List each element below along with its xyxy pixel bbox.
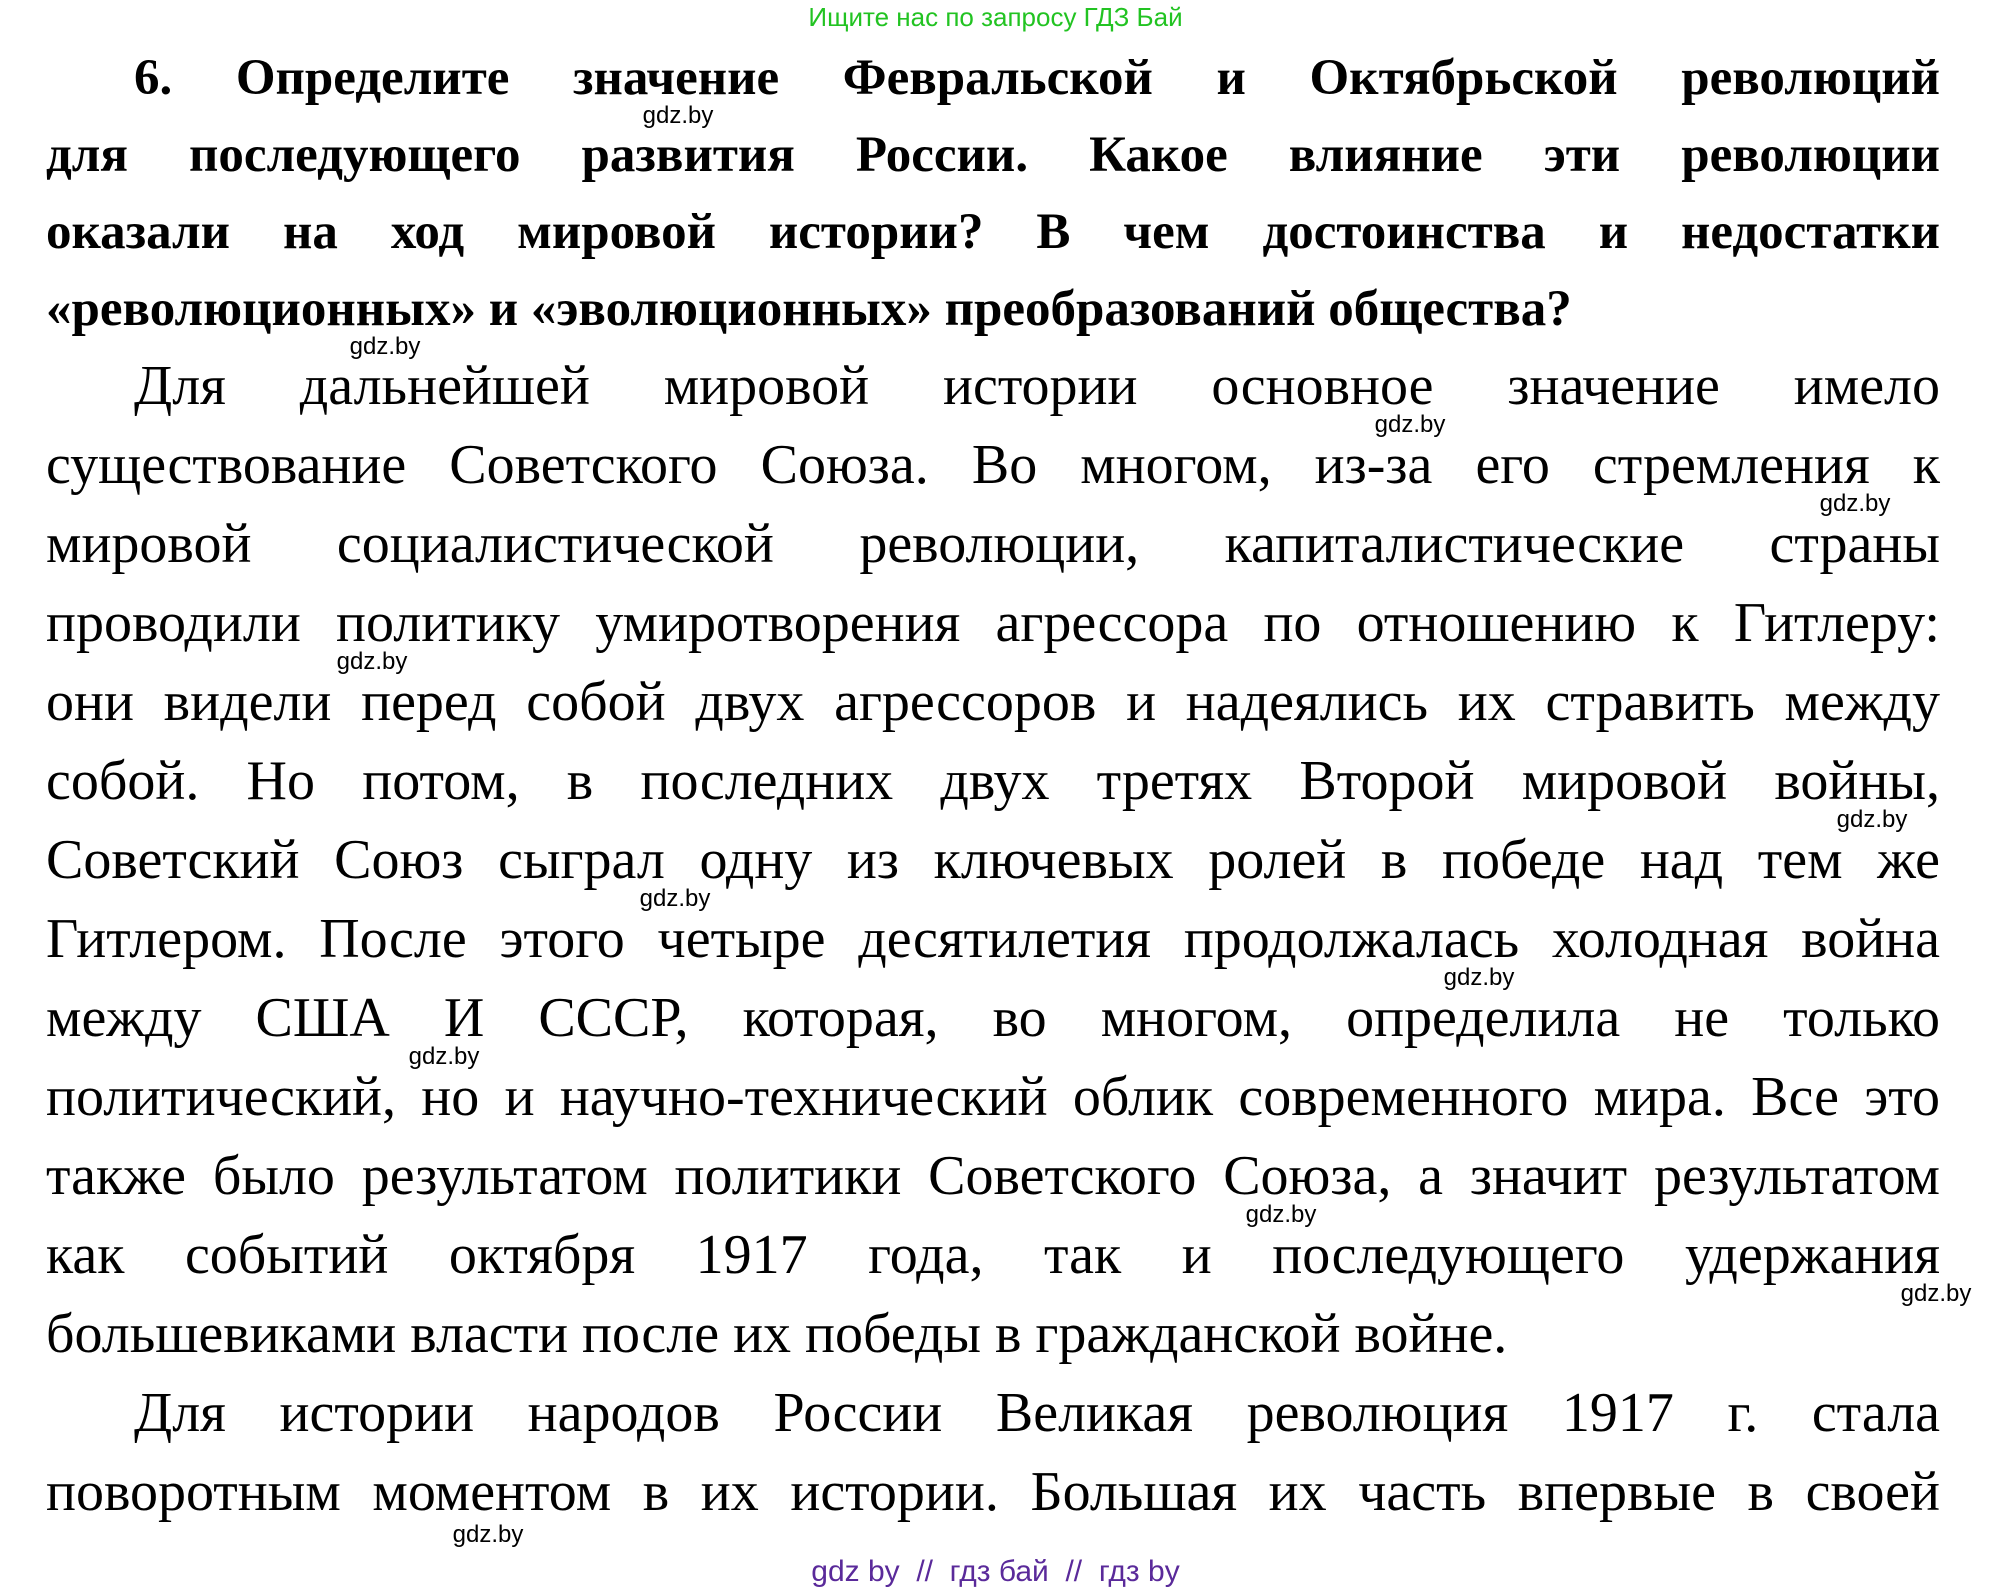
answer-line: Гитлером. После этого четыре десятилетия продолжалась холодная война [46,908,1940,970]
answer-line: между США И СССР, которая, во многом, определила не только [46,987,1940,1049]
answer-line: большевиками власти после их победы в гражданской войне. [46,1303,1508,1365]
watermark: gdz.by [336,648,408,675]
watermark: gdz.by [452,1521,524,1548]
answer-line: поворотным моментом в их истории. Большая их часть впервые в своей [46,1461,1940,1523]
watermark: gdz.by [349,333,421,360]
question-line: для последующего развития России. Какое влияние эти революции [46,127,1940,183]
answer-line: они видели перед собой двух агрессоров и надеялись их стравить между [46,671,1940,733]
watermark: gdz.by [642,102,714,129]
answer-line: собой. Но потом, в последних двух третях Второй мировой войны, [46,750,1940,812]
watermark: gdz.by [1900,1280,1972,1307]
answer-line: также было результатом политики Советского Союза, а значит результатом [46,1145,1940,1207]
watermark: gdz.by [408,1043,480,1070]
watermark: gdz.by [1836,806,1908,833]
answer-line: Советский Союз сыграл одну из ключевых ролей в победе над тем же [46,829,1940,891]
watermark: gdz.by [1819,490,1891,517]
question-line: «революционных» и «эволюционных» преобразований общества? [46,281,1572,337]
question-line: оказали на ход мировой истории? В чем достоинства и недостатки [46,204,1940,260]
answer-line: политический, но и научно-технический облик современного мира. Все это [46,1066,1940,1128]
watermark: gdz.by [1245,1201,1317,1228]
answer-line: как событий октября 1917 года, так и последующего удержания [46,1224,1940,1286]
answer-line: Для истории народов России Великая революция 1917 г. стала [134,1382,1940,1444]
watermark: gdz.by [1443,964,1515,991]
answer-line: мировой социалистической революции, капиталистические страны [46,513,1940,575]
answer-line: существование Советского Союза. Во многом, из-за его стремления к [46,434,1940,496]
answer-line: Для дальнейшей мировой истории основное значение имело [134,355,1940,417]
watermark: gdz.by [1374,411,1446,438]
footer-links[interactable]: gdz by // гдз бай // гдз by [811,1555,1180,1588]
search-banner[interactable]: Ищите нас по запросу ГДЗ Бай [808,2,1183,32]
question-line: 6. Определите значение Февральской и Октябрьской революций [134,50,1940,106]
watermark: gdz.by [639,885,711,912]
answer-line: проводили политику умиротворения агрессора по отношению к Гитлеру: [46,592,1940,654]
